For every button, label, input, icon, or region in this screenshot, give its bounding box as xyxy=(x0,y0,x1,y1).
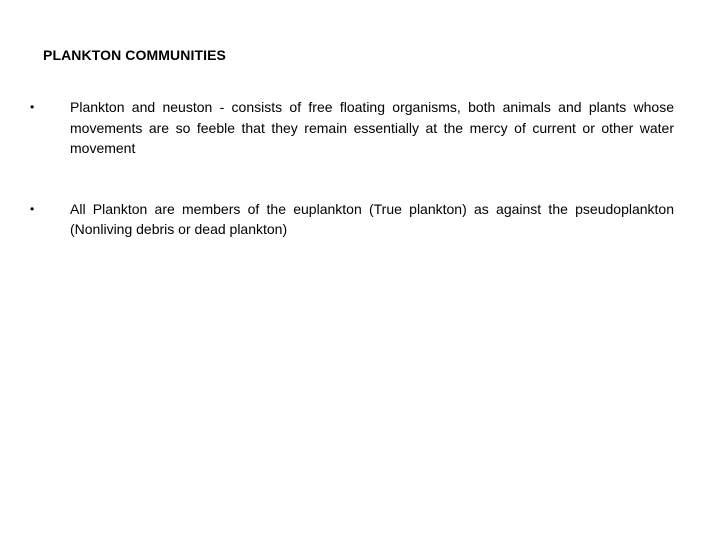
bullet-icon: • xyxy=(30,100,35,114)
bullet-text: All Plankton are members of the euplankton (True plankton) as against the pseudoplankton (Nonliving debris or dead plankton) xyxy=(70,200,674,237)
bullet-item xyxy=(30,199,674,240)
bullet-list xyxy=(30,97,674,280)
bullet-icon: • xyxy=(30,201,35,216)
bullet-text: Plankton and neuston - consists of free floating organisms, both animals and plants whose movements are so feeble that they remain essentially at the mercy of current or other water movement xyxy=(70,99,674,156)
bullet-item xyxy=(30,97,674,159)
slide-title: PLANKTON COMMUNITIES xyxy=(43,47,226,63)
